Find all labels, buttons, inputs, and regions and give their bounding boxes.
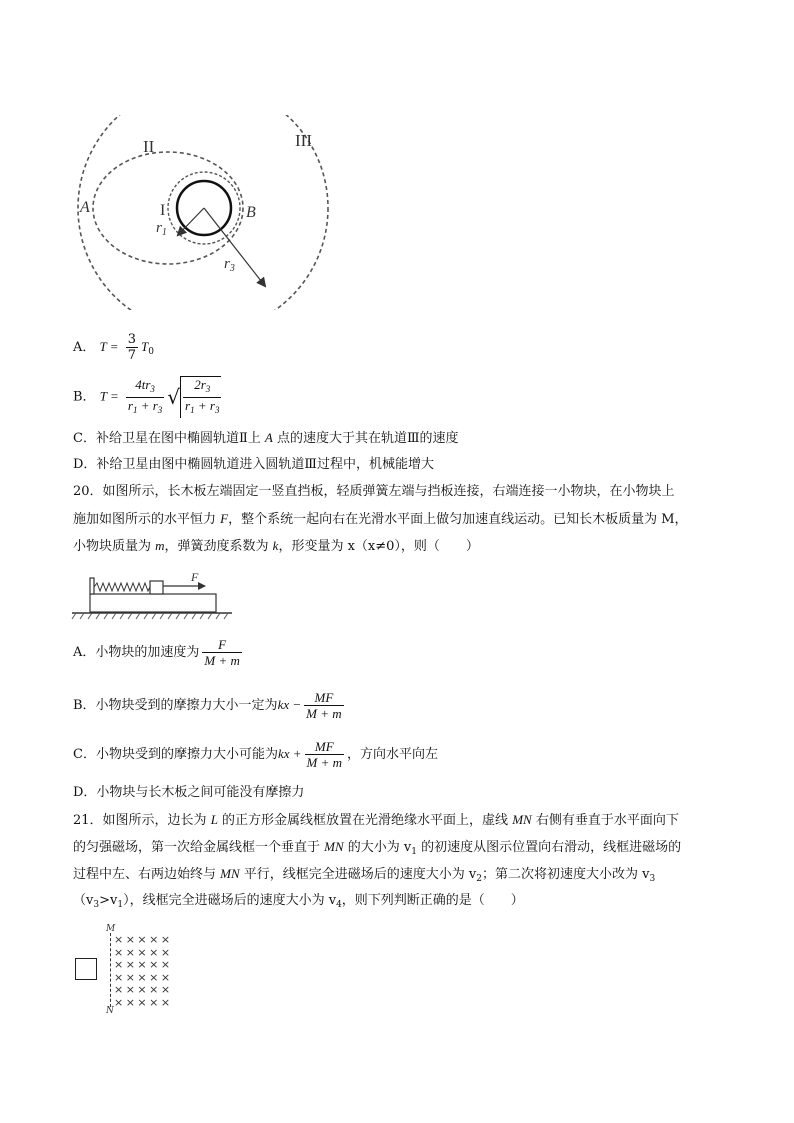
r3-arrow xyxy=(204,208,265,286)
q20-option-a: A．小物块的加速度为 $\frac{F}{M + m}$ xyxy=(73,637,240,668)
spring xyxy=(94,583,150,591)
fraction: $\frac{MF}{M + m}$ xyxy=(306,739,343,770)
orbit-diagram xyxy=(70,115,340,310)
q19-option-c: C．补给卫星在图中椭圆轨道Ⅱ上 A 点的速度大于其在轨道Ⅲ的速度 xyxy=(73,430,459,446)
q19-option-b: B． T = $\frac{4tr_3}{r_1 + r_3}$ √ $\frac{2r_3}{r_1 + r_3}$ xyxy=(73,376,754,416)
label-B: B xyxy=(246,204,256,221)
q21-stem-line1: 21．如图所示，边长为 L 的正方形金属线框放置在光滑绝缘水平面上，虚线 MN 右侧有垂直于水平面向下 xyxy=(73,812,679,828)
q20-stem-line1: 20．如图所示，长木板左端固定一竖直挡板，轻质弹簧左端与挡板连接，右端连接一小物块，在小物块上 xyxy=(73,484,675,499)
label-A: A xyxy=(80,199,90,216)
q19-option-d: D．补给卫星由图中椭圆轨道进入圆轨道Ⅲ过程中，机械能增大 xyxy=(73,457,434,472)
label-I: I xyxy=(160,202,166,219)
orbit-III xyxy=(78,115,328,310)
baffle xyxy=(90,578,94,594)
fraction: $\frac{3}{7}$ xyxy=(127,332,136,363)
q20-stem-line2: 施加如图所示的水平恒力 F，整个系统一起向右在光滑水平面上做匀加速直线运动。已知长木板质量为 M， xyxy=(73,511,688,527)
fraction: $\frac{MF}{M + m}$ xyxy=(306,690,342,721)
force-label: F xyxy=(191,570,199,584)
q20-option-b: B．小物块受到的摩擦力大小一定为kx − $\frac{MF}{M + m}$ xyxy=(73,690,342,721)
fraction: $\frac{F}{M + m}$ xyxy=(204,637,240,668)
long-board xyxy=(90,594,216,612)
label-III: III xyxy=(295,131,312,150)
label-II: II xyxy=(143,137,155,156)
square-frame xyxy=(75,958,97,980)
small-block xyxy=(150,581,163,594)
boundary-mn xyxy=(110,933,111,1007)
q19-option-a: A． T = $\frac{3}{7}$ $T_0$ xyxy=(73,332,154,363)
q20-stem-line3: 小物块质量为 m，弹簧劲度系数为 k，形变量为 x（x≠0），则（ ） xyxy=(73,538,479,554)
q21-stem-line4: $(v_3>v_1)$，线框完全进磁场后的速度大小为 $v_4$，则下列判断正确的是（ ） xyxy=(73,893,524,910)
fraction: $\frac{2r_3}{r_1 + r_3}$ xyxy=(183,377,221,418)
q21-stem-line2: 的匀强磁场，第一次给金属线框一个垂直于 MN 的大小为 $v_1$ 的初速度从图示位置向右滑动，线框进磁场的 xyxy=(73,839,682,857)
spring-board-diagram xyxy=(70,570,240,622)
magnetic-field: × × × × × × × × × × × × × × × × × × × × × × × × × × × × × × xyxy=(114,933,170,1009)
label-r1: $r_1$ xyxy=(156,220,167,238)
q21-stem-line3: 过程中左、右两边始终与 MN 平行，线框完全进磁场后的速度大小为 $v_2$；第二次将初速度大小改为 $v_3$ xyxy=(73,866,656,884)
label-r3: $r_3$ xyxy=(224,256,235,274)
label-n: N xyxy=(106,1006,114,1016)
q20-option-d: D．小物块与长木板之间可能没有摩擦力 xyxy=(73,785,305,800)
label-m: M xyxy=(106,924,116,934)
q20-option-c: C．小物块受到的摩擦力大小可能为kx + $\frac{MF}{M + m}$ ，方向水平向左 xyxy=(73,739,439,770)
fraction: $\frac{4tr_3}{r_1 + r_3}$ xyxy=(126,377,164,418)
